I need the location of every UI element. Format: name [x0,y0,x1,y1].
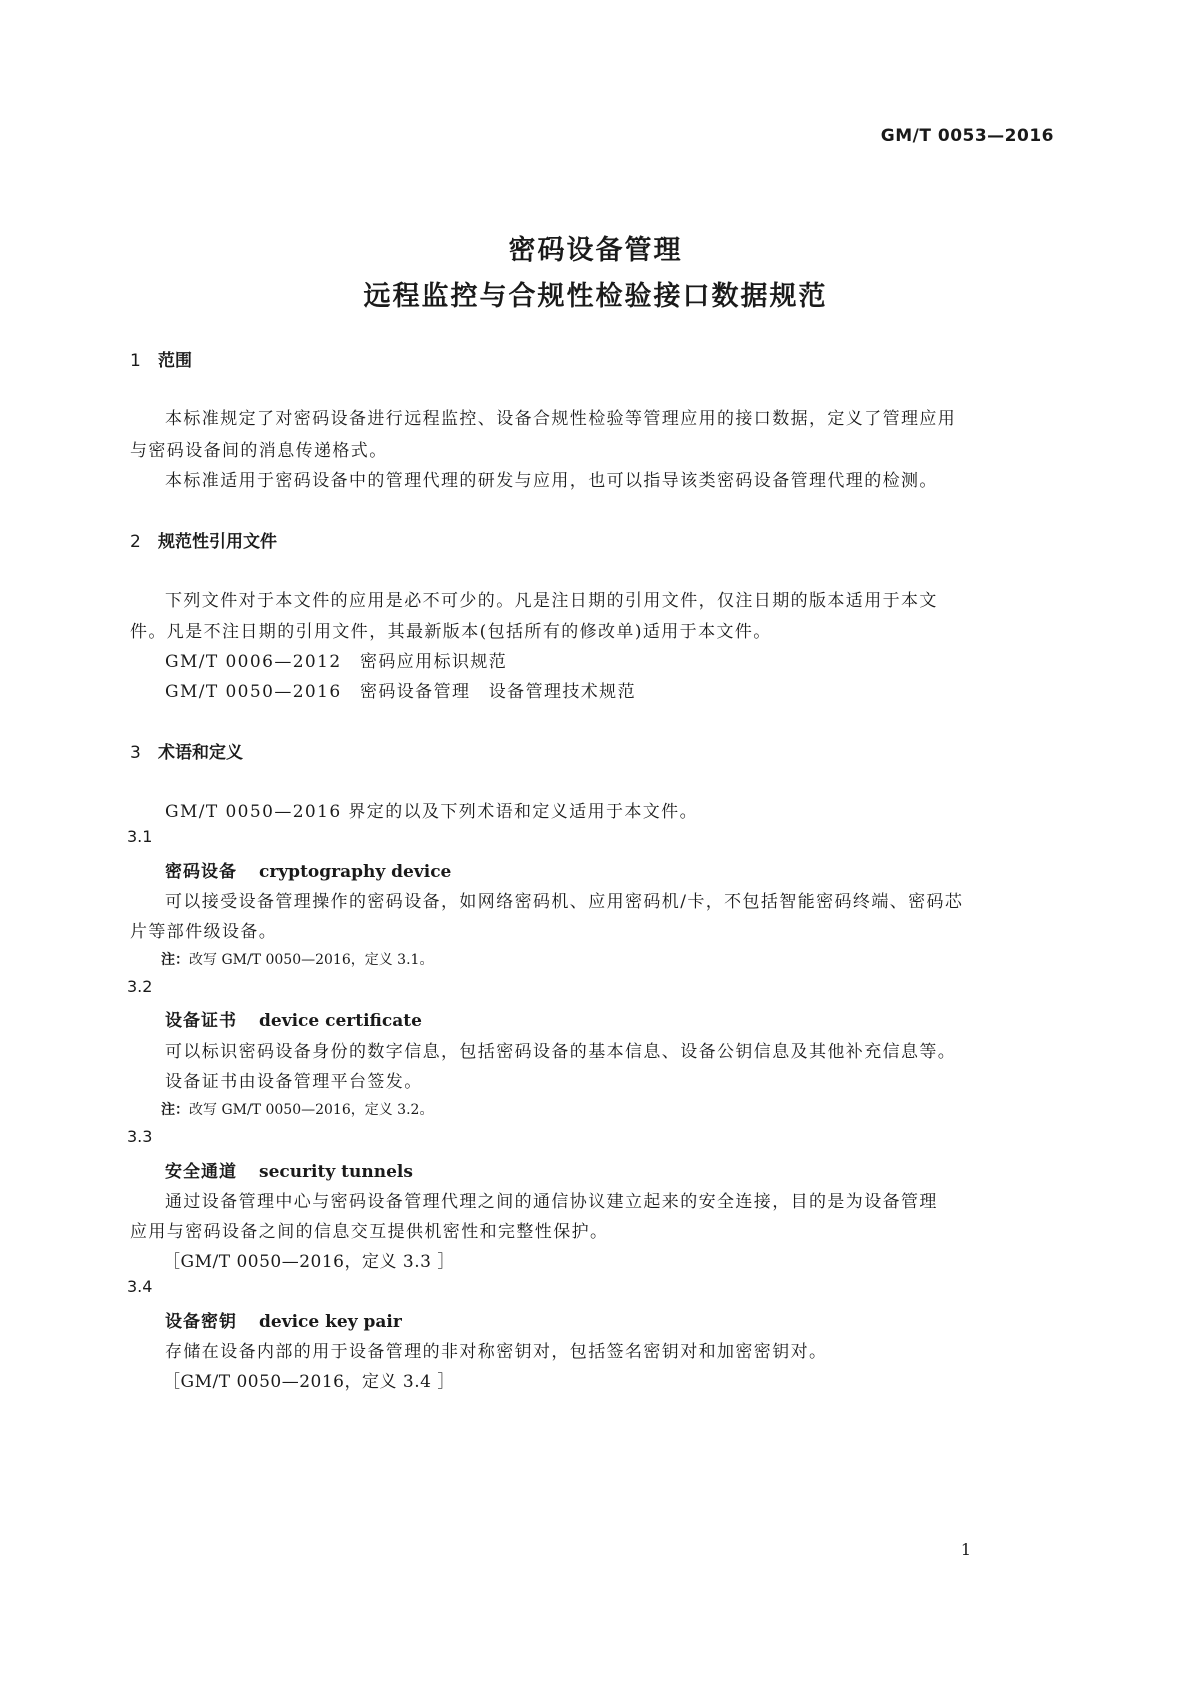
term-heading [165,857,451,882]
normative-ref-1: GM/T 0006—2012 密码应用标识规范 [165,652,508,672]
term-definition-line2: 片等部件级设备。 [130,922,278,942]
term-source: ［GM/T 0050—2016，定义 3.4 ］ [163,1372,455,1392]
section-2-heading [130,527,277,552]
term-definition-line1: 存储在设备内部的用于设备管理的非对称密钥对，包括签名密钥对和加密密钥对。 [165,1342,828,1362]
term-zh: 设备密钥 [165,1312,237,1332]
s1-paragraph-2: 本标准适用于密码设备中的管理代理的研发与应用，也可以指导该类密码设备管理代理的检测。 [165,471,938,491]
term-definition-line2: 设备证书由设备管理平台签发。 [165,1072,423,1092]
term-en: device key pair [259,1312,402,1332]
document-title-line2: 远程监控与合规性检验接口数据规范 [363,281,828,312]
note-label: 注： [161,952,189,968]
term-definition-line1: 可以接受设备管理操作的密码设备，如网络密码机、应用密码机/卡，不包括智能密码终端、密码芯 [165,892,964,912]
term-number: 3.2 [127,977,153,996]
term-en: device certificate [259,1011,422,1031]
s1-paragraph-1-line1: 本标准规定了对密码设备进行远程监控、设备合规性检验等管理应用的接口数据，定义了管理应用 [165,409,957,429]
term-definition-line1: 可以标识密码设备身份的数字信息，包括密码设备的基本信息、设备公钥信息及其他补充信息等。 [165,1042,957,1062]
s2-paragraph-line1: 下列文件对于本文件的应用是必不可少的。凡是注日期的引用文件，仅注日期的版本适用于本文 [165,591,938,611]
s1-paragraph-1-line2: 与密码设备间的消息传递格式。 [130,441,388,461]
term-number: 3.4 [127,1277,153,1296]
term-en: cryptography device [259,862,452,882]
note-label: 注： [161,1102,189,1118]
term-note [161,1099,433,1119]
term-zh: 安全通道 [165,1162,237,1182]
section-number: 1 [130,351,141,371]
term-number: 3.3 [127,1127,153,1146]
page-number: 1 [960,1540,971,1559]
section-title: 范围 [158,351,192,371]
normative-ref-2: GM/T 0050—2016 密码设备管理 设备管理技术规范 [165,682,636,702]
term-number: 3.1 [127,827,153,846]
section-title: 术语和定义 [158,743,243,763]
section-1-heading [130,346,192,371]
section-title: 规范性引用文件 [158,532,277,552]
section-number: 2 [130,532,141,552]
term-definition-line2: 应用与密码设备之间的信息交互提供机密性和完整性保护。 [130,1222,609,1242]
term-definition-line1: 通过设备管理中心与密码设备管理代理之间的通信协议建立起来的安全连接，目的是为设备管理 [165,1192,938,1212]
s3-intro: GM/T 0050—2016 界定的以及下列术语和定义适用于本文件。 [165,802,698,822]
term-heading [165,1307,402,1332]
term-en: security tunnels [259,1162,413,1182]
note-text: 改写 GM/T 0050—2016，定义 3.1。 [189,952,434,968]
term-zh: 设备证书 [165,1011,237,1031]
note-text: 改写 GM/T 0050—2016，定义 3.2。 [189,1102,434,1118]
term-zh: 密码设备 [165,862,237,882]
term-note [161,949,433,969]
term-source: ［GM/T 0050—2016，定义 3.3 ］ [163,1252,455,1272]
standard-code: GM/T 0053—2016 [880,126,1054,146]
s2-paragraph-line2: 件。凡是不注日期的引用文件，其最新版本(包括所有的修改单)适用于本文件。 [130,622,772,642]
document-title-line1: 密码设备管理 [508,235,683,266]
section-3-heading [130,738,243,763]
section-number: 3 [130,743,141,763]
term-heading [165,1157,413,1182]
term-heading [165,1006,422,1031]
